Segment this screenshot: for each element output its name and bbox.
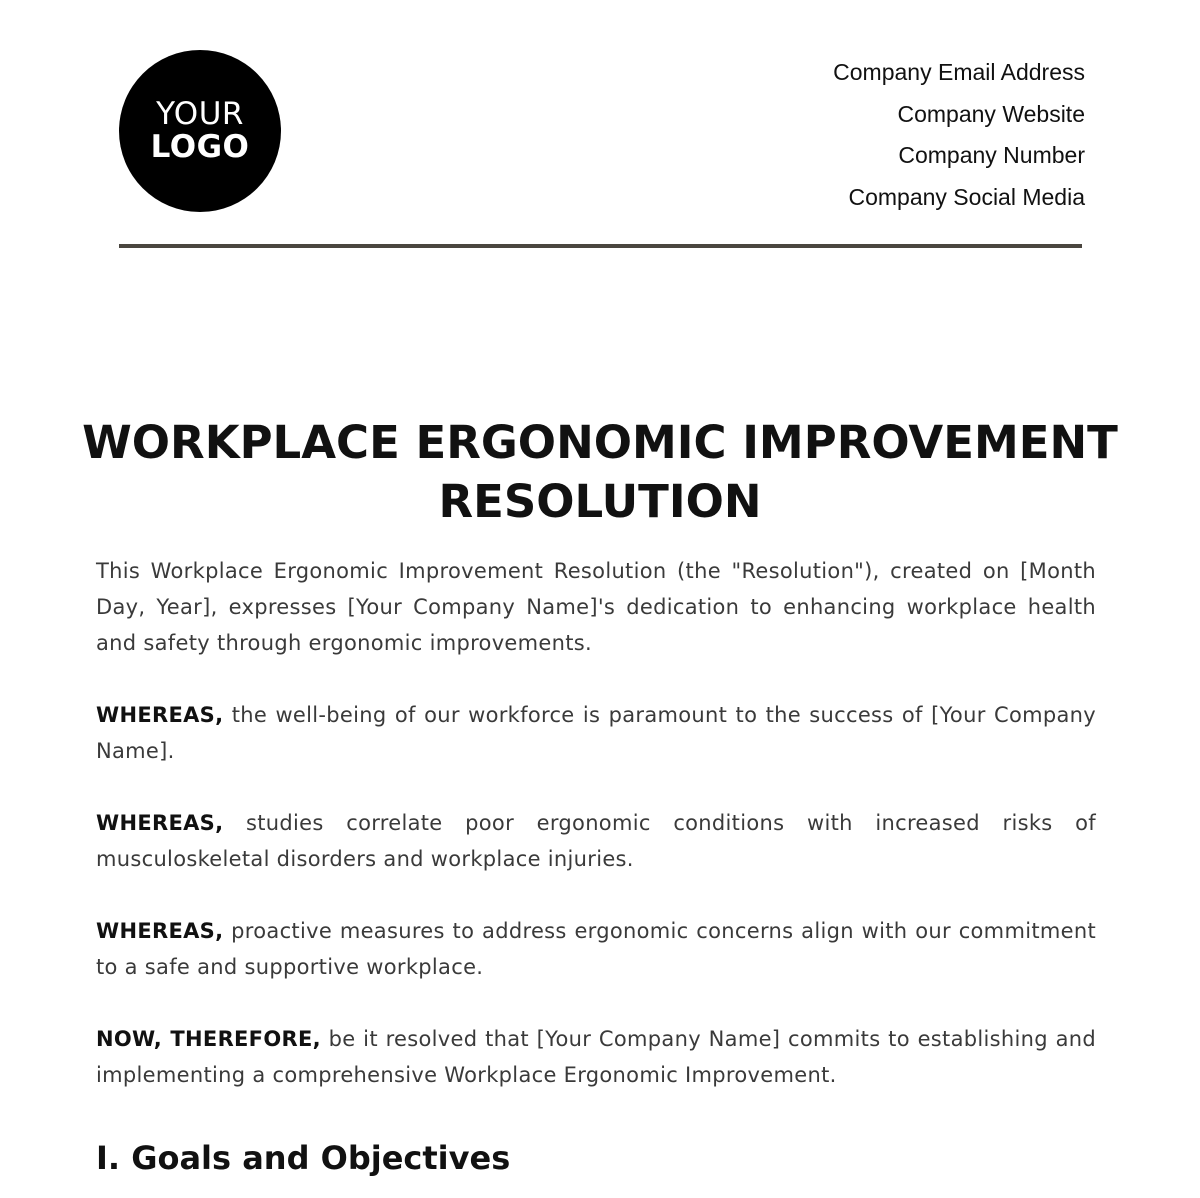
clause-lead: NOW, THEREFORE,	[96, 1027, 321, 1051]
whereas-clause	[96, 913, 1096, 985]
clause-text: the well-being of our workforce is paramount to the success of [Your Company Name].	[96, 703, 1096, 763]
document-title: WORKPLACE ERGONOMIC IMPROVEMENT RESOLUTION	[82, 416, 1118, 528]
logo-text-your: YOUR	[156, 96, 244, 132]
clause-lead: WHEREAS,	[96, 811, 224, 835]
document-body	[96, 553, 1096, 1178]
clause-text: be it resolved that [Your Company Name] commits to establishing and implementing a comprehensive Workplace Ergonomic Improvement.	[96, 1027, 1096, 1087]
logo-text-logo: LOGO	[150, 129, 250, 165]
clause-text: studies correlate poor ergonomic conditions with increased risks of musculoskeletal disorders and workplace injuries.	[96, 811, 1096, 871]
company-social-media: Company Social Media	[848, 183, 1085, 210]
header-divider	[119, 244, 1082, 248]
company-email: Company Email Address	[833, 59, 1085, 85]
clause-text: proactive measures to address ergonomic concerns align with our commitment to a safe and supportive workplace.	[96, 919, 1096, 979]
whereas-clause	[96, 697, 1096, 769]
company-contact-block	[833, 52, 1085, 218]
resolution-clause	[96, 1021, 1096, 1093]
intro-paragraph: This Workplace Ergonomic Improvement Resolution (the "Resolution"), created on [Month Day, Year], expresses [Your Company Name]'s dedication to enhancing workplace health and safety through ergonomic improvements.	[96, 559, 1096, 655]
company-number: Company Number	[898, 142, 1085, 168]
company-logo	[119, 50, 281, 212]
whereas-clause	[96, 805, 1096, 877]
section-heading-goals: I. Goals and Objectives	[96, 1139, 511, 1177]
company-website: Company Website	[897, 100, 1085, 127]
clause-lead: WHEREAS,	[96, 919, 224, 943]
clause-lead: WHEREAS,	[96, 703, 224, 727]
